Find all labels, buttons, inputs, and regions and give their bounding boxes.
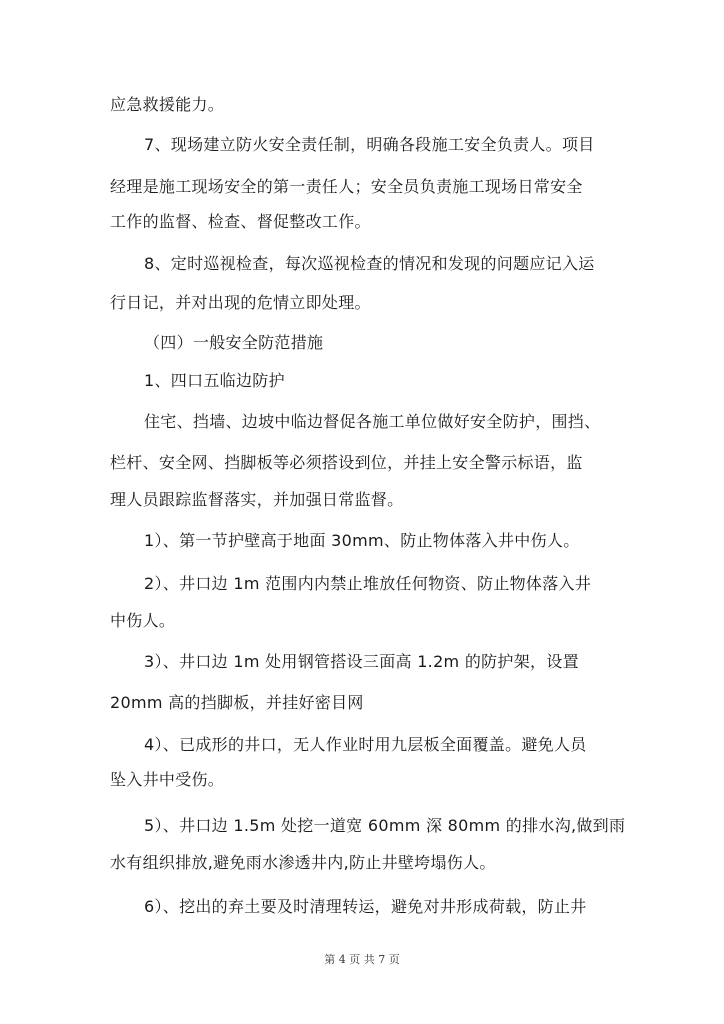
text-line: 理人员跟踪监督落实，并加强日常监督。 bbox=[110, 490, 404, 509]
text-line: 栏杆、安全网、挡脚板等必须搭设到位，并挂上安全警示标语，监 bbox=[110, 453, 583, 472]
list-item: 1）、第一节护壁高于地面 30mm、防止物体落入井中伤人。 bbox=[144, 531, 580, 550]
text-line: 水有组织排放,避免雨水渗透井内,防止井壁垮塌伤人。 bbox=[110, 853, 496, 872]
list-item: 6）、挖出的弃土要及时清理转运，避免对井形成荷载，防止井 bbox=[144, 897, 587, 916]
list-item: 5）、井口边 1.5m 处挖一道宽 60mm 深 80mm 的排水沟,做到雨 bbox=[144, 816, 626, 835]
subsection-heading: 1、四口五临边防护 bbox=[144, 371, 285, 390]
list-item: 2）、井口边 1m 范围内内禁止堆放任何物资、防止物体落入井 bbox=[144, 574, 592, 593]
list-item: 3）、井口边 1m 处用钢管搭设三面高 1.2m 的防护架，设置 bbox=[144, 652, 579, 671]
list-item: 4）、已成形的井口，无人作业时用九层板全面覆盖。避免人员 bbox=[144, 735, 587, 754]
text-line: 行日记，并对出现的危情立即处理。 bbox=[110, 293, 371, 312]
text-line: 工作的监督、检查、督促整改工作。 bbox=[110, 212, 371, 231]
section-heading: （四）一般安全防范措施 bbox=[144, 333, 324, 352]
text-line: 经理是施工现场安全的第一责任人；安全员负责施工现场日常安全 bbox=[110, 177, 583, 196]
page-footer: 第 4 页 共 7 页 bbox=[324, 953, 400, 966]
text-line: 20mm 高的挡脚板，并挂好密目网 bbox=[110, 693, 364, 712]
text-line: 坠入井中受伤。 bbox=[110, 770, 225, 789]
text-line: 住宅、挡墙、边坡中临边督促各施工单位做好安全防护，围挡、 bbox=[144, 412, 601, 431]
text-line: 中伤人。 bbox=[110, 611, 176, 630]
text-line: 应急救援能力。 bbox=[110, 95, 225, 114]
text-line: 7、现场建立防火安全责任制，明确各段施工安全负责人。项目 bbox=[144, 135, 595, 154]
text-line: 8、定时巡视检查，每次巡视检查的情况和发现的问题应记入运 bbox=[144, 254, 595, 273]
